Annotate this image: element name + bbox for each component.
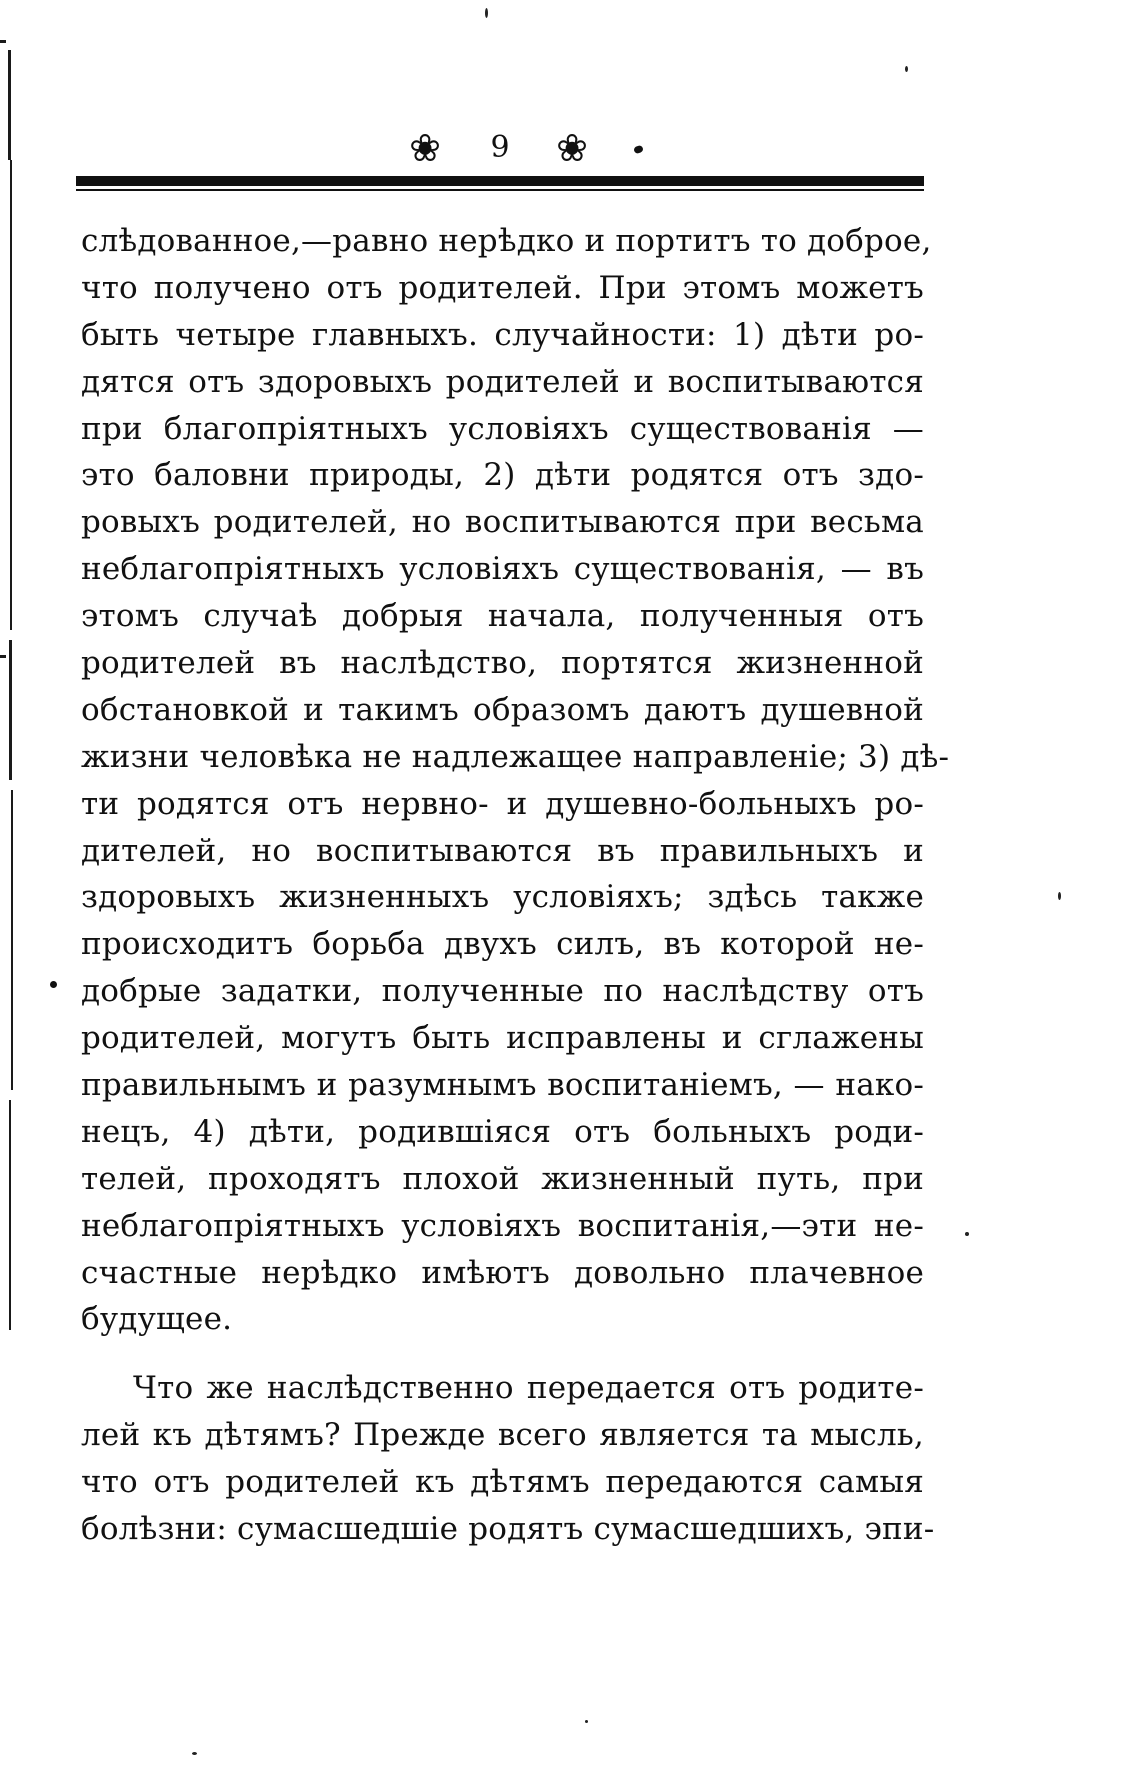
- fleuron-right-icon: ❀: [556, 126, 588, 170]
- fleuron-left-icon: ❀: [409, 126, 441, 170]
- binding-edge-shadow: [9, 1100, 11, 1330]
- paragraph-2: [81, 1365, 935, 1553]
- body-text: [81, 218, 950, 1553]
- text-line: неблагопріятныхъ условіяхъ существованія, — въ: [81, 551, 924, 588]
- binding-mark: [0, 655, 6, 658]
- margin-bullet-mark: [50, 981, 57, 988]
- print-speck: [905, 66, 908, 72]
- print-speck: [192, 1752, 197, 1755]
- print-speck: [585, 1720, 588, 1723]
- text-line: Что же наслѣдственно передается отъ родите-: [133, 1370, 924, 1407]
- text-line: что получено отъ родителей. При этомъ можетъ: [81, 269, 924, 306]
- text-line: при благопріятныхъ условіяхъ существованія —: [81, 410, 924, 447]
- text-line: этомъ случаѣ добрыя начала, полученныя отъ: [81, 598, 924, 635]
- header-dot: [633, 145, 644, 155]
- text-line: быть четыре главныхъ. случайности: 1) дѣти ро-: [81, 316, 924, 353]
- print-speck: [1058, 892, 1061, 900]
- binding-edge-shadow: [10, 160, 12, 630]
- text-line: ти родятся отъ нервно- и душевно-больныхъ ро-: [81, 785, 924, 822]
- text-line: будущее.: [81, 1301, 233, 1338]
- text-line: ровыхъ родителей, но воспитываются при весьма: [81, 504, 924, 541]
- header-rule-thin: [76, 189, 924, 191]
- text-line: здоровыхъ жизненныхъ условіяхъ; здѣсь также: [81, 879, 924, 916]
- text-line: слѣдованное,—равно нерѣдко и портитъ то доброе,: [81, 223, 932, 259]
- text-line: дятся отъ здоровыхъ родителей и воспитываются: [81, 363, 924, 400]
- text-line: добрые задатки, полученные по наслѣдству отъ: [81, 973, 924, 1010]
- text-line: обстановкой и такимъ образомъ даютъ душевной: [81, 691, 924, 728]
- header-rule-thick: [76, 176, 924, 186]
- print-speck: [965, 1232, 969, 1236]
- binding-mark: [0, 40, 6, 43]
- text-line: лей къ дѣтямъ? Прежде всего является та мысль,: [81, 1417, 924, 1454]
- text-line: телей, проходятъ плохой жизненный путь, при: [81, 1160, 924, 1197]
- text-line: родителей, могутъ быть исправлены и сглажены: [81, 1020, 924, 1057]
- page-number: 9: [490, 130, 510, 165]
- text-line: происходитъ борьба двухъ силъ, въ которой не-: [81, 926, 924, 963]
- binding-edge-shadow: [11, 790, 13, 1090]
- text-line: нецъ, 4) дѣти, родившіяся отъ больныхъ роди-: [81, 1113, 924, 1150]
- text-line: родителей въ наслѣдство, портятся жизненной: [81, 645, 924, 682]
- text-line: неблагопріятныхъ условіяхъ воспитанія,—эти не-: [81, 1207, 924, 1244]
- text-line: болѣзни: сумасшедшіе родятъ сумасшедшихъ, эпи-: [81, 1511, 935, 1548]
- text-line: правильнымъ и разумнымъ воспитаніемъ, — нако-: [81, 1067, 924, 1104]
- text-line: что отъ родителей къ дѣтямъ передаются самыя: [81, 1464, 924, 1501]
- text-line: счастные нерѣдко имѣютъ довольно плачевное: [81, 1254, 924, 1291]
- text-line: дителей, но воспитываются въ правильныхъ и: [81, 832, 924, 869]
- paragraph-1: [81, 218, 950, 1343]
- binding-edge-shadow: [9, 640, 12, 780]
- print-speck: [485, 8, 488, 18]
- text-line: жизни человѣка не надлежащее направленіе; 3) дѣ-: [81, 738, 950, 775]
- text-line: это баловни природы, 2) дѣти родятся отъ здо-: [81, 457, 924, 494]
